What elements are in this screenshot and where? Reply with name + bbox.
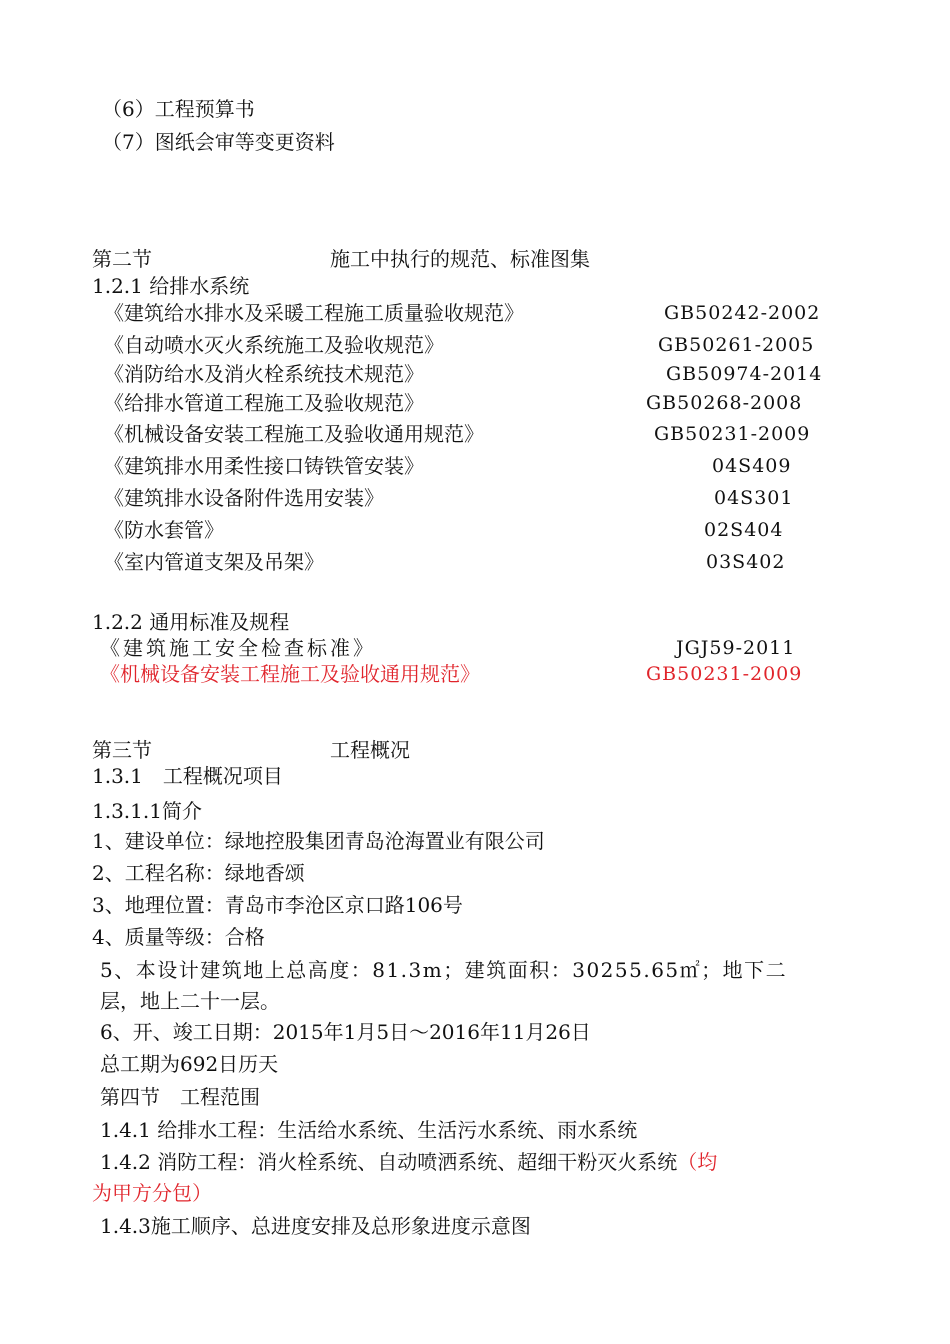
scope-item-fire-note-cont: 为甲方分包） — [92, 1181, 212, 1205]
scope-item-schedule: 1.4.3施工顺序、总进度安排及总形象进度示意图 — [100, 1214, 531, 1238]
norm-name: 《室内管道支架及吊架》 — [104, 550, 324, 574]
section2-heading-prefix: 第二节 — [92, 247, 152, 271]
overview-item-dates: 6、开、竣工日期：2015年1月5日～2016年11月26日 — [100, 1020, 591, 1044]
section4-heading: 第四节 工程范围 — [100, 1085, 260, 1109]
norm-code: GB50231-2009 — [654, 423, 811, 445]
overview-item: 1、建设单位：绿地控股集团青岛沧海置业有限公司 — [92, 829, 545, 853]
general-norm-code-highlight: GB50231-2009 — [646, 663, 803, 685]
norm-code: 03S402 — [706, 551, 786, 573]
norm-code: GB50974-2014 — [666, 363, 823, 385]
section3-heading-prefix: 第三节 — [92, 738, 152, 762]
norm-code: GB50268-2008 — [646, 392, 803, 414]
list-item-budget: （6）工程预算书 — [102, 97, 255, 121]
list-item-drawing-review: （7）图纸会审等变更资料 — [102, 130, 335, 154]
overview-item: 2、工程名称：绿地香颂 — [92, 861, 305, 885]
scope-item-fire — [100, 1149, 717, 1175]
norm-code: 04S301 — [714, 487, 794, 509]
overview-total-duration: 总工期为692日历天 — [100, 1052, 279, 1076]
norm-name: 《机械设备安装工程施工及验收通用规范》 — [104, 422, 484, 446]
section3-subheading-intro: 1.3.1.1简介 — [92, 799, 202, 823]
overview-item-height-line1: 5、本设计建筑地上总高度：81.3m；建筑面积：30255.65㎡；地下二 — [100, 958, 788, 982]
norm-code: 02S404 — [704, 519, 784, 541]
norm-name: 《消防给水及消火栓系统技术规范》 — [104, 362, 424, 386]
norm-code: GB50242-2002 — [664, 302, 821, 324]
norm-name: 《建筑给水排水及采暖工程施工质量验收规范》 — [104, 301, 524, 325]
scope-item-fire-note: （均 — [677, 1150, 718, 1174]
norm-code: GB50261-2005 — [658, 334, 815, 356]
general-norm-code: JGJ59-2011 — [676, 637, 796, 659]
scope-item-water: 1.4.1 给排水工程：生活给水系统、生活污水系统、雨水系统 — [100, 1118, 638, 1142]
overview-item: 4、质量等级：合格 — [92, 925, 265, 949]
norm-name: 《建筑排水设备附件选用安装》 — [104, 486, 384, 510]
norm-name: 《自动喷水灭火系统施工及验收规范》 — [104, 333, 444, 357]
section3-subheading-items: 1.3.1 工程概况项目 — [92, 764, 283, 788]
norm-name: 《防水套管》 — [104, 518, 224, 542]
section2-subheading-water: 1.2.1 给排水系统 — [92, 274, 250, 298]
overview-item-height-line2: 层，地上二十一层。 — [100, 989, 280, 1013]
section2-heading-title: 施工中执行的规范、标准图集 — [330, 247, 590, 271]
general-norm-name-highlight: 《机械设备安装工程施工及验收通用规范》 — [100, 662, 480, 686]
section3-heading-title: 工程概况 — [330, 738, 410, 762]
norm-code: 04S409 — [712, 455, 792, 477]
norm-name: 《建筑排水用柔性接口铸铁管安装》 — [104, 454, 424, 478]
norm-name: 《给排水管道工程施工及验收规范》 — [104, 391, 424, 415]
overview-item: 3、地理位置：青岛市李沧区京口路106号 — [92, 893, 463, 917]
general-norm-name: 《建筑施工安全检查标准》 — [100, 636, 376, 660]
section2-subheading-general: 1.2.2 通用标准及规程 — [92, 610, 290, 634]
scope-item-fire-text: 1.4.2 消防工程：消火栓系统、自动喷洒系统、超细干粉灭火系统 — [100, 1150, 678, 1174]
